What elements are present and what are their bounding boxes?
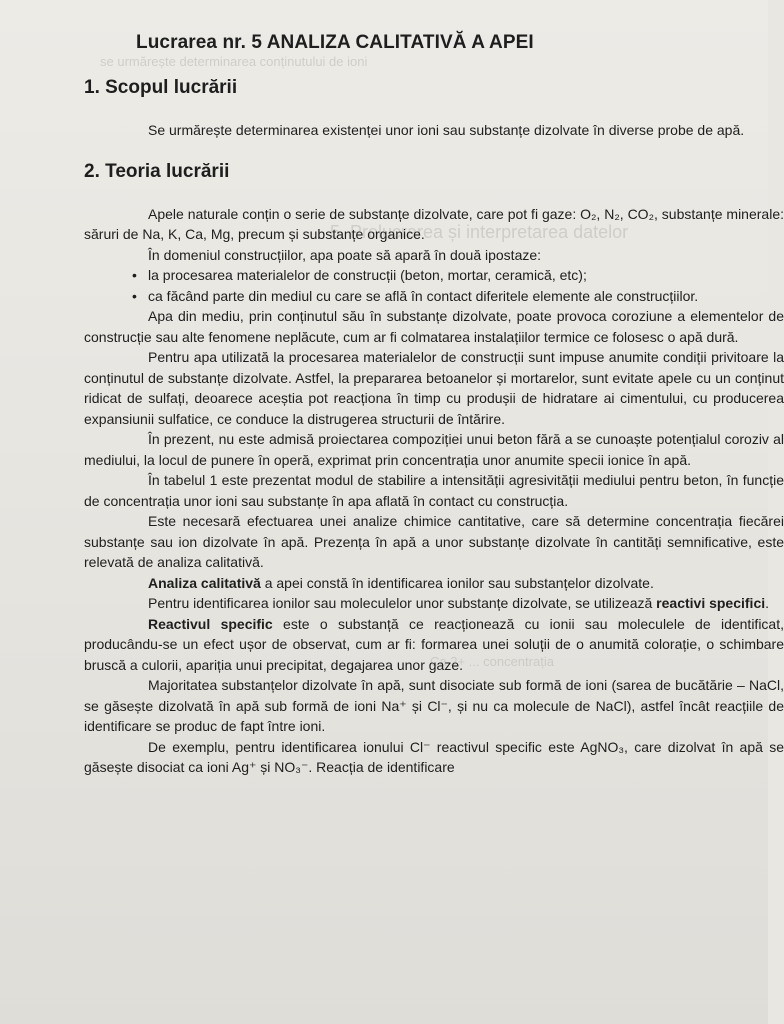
paragraph: Pentru apa utilizată la procesarea materialelor de construcții sunt impuse anumite condiții privitoare la conținutul de substanțe dizolvate. Astfel, la prepararea betoanelor și mortarelor, sunt evitate apele cu un conținut ridicat de sulfați, deoarece aceștia pot reacționa în timp cu produșii de hidratare ai cimentului, cu producerea expansiunii sulfatice, ce conduce la distrugerea structurii de întărire.: [84, 349, 784, 427]
bleed-through-line: 5. Prelucrarea și interpretarea datelor: [330, 222, 629, 242]
bleed-through-line: se urmărește determinarea conținutului de ioni: [100, 54, 368, 69]
paragraph-scopul: Se urmărește determinarea existenței unor ioni sau substanțe dizolvate în diverse probe de apă.: [148, 122, 745, 138]
paragraph-text: Pentru identificarea ionilor sau moleculelor unor substanțe dizolvate, se utilizează: [148, 595, 657, 611]
bullet-list: [84, 265, 784, 306]
paragraph: [84, 573, 784, 594]
bold-term: Analiza calitativă: [148, 574, 261, 591]
bleed-through-line: Ca 2+ ... concentrația: [430, 654, 554, 669]
page-title: Lucrarea nr. 5 ANALIZA CALITATIVĂ A APEI: [136, 32, 534, 53]
document-content: [84, 28, 784, 778]
bold-term: Reactivul specific: [148, 615, 273, 632]
paragraph: [84, 593, 784, 614]
list-item: • ca făcând parte din mediul cu care se află în contact diferitele elemente ale construcțiilor.: [148, 286, 784, 307]
paragraph-text: a apei constă în identificarea ionilor sau substanțelor dizolvate.: [260, 574, 654, 591]
list-item: • la procesarea materialelor de construcții (beton, mortar, ceramică, etc);: [148, 265, 784, 286]
bold-term: reactivi specifici: [656, 595, 766, 611]
paragraph-text: este o substanță ce reacționează cu ionii sau moleculele de identificat, producându-se un efect ușor de observat, cum ar fi: formarea unei soluții de o anumită colorație, o schimbare bruscă a culorii, apariția unui precipitat, degajarea unor gaze.: [84, 615, 784, 673]
paragraph: Apa din mediu, prin conținutul său în substanțe dizolvate, poate provoca coroziune a elementelor de construcție sau alte fenomene neplăcute, cum ar fi colmatarea instalațiilor termice ce folosesc o apă dură.: [84, 308, 784, 345]
paragraph: [84, 614, 784, 676]
paragraph: De exemplu, pentru identificarea ionului Cl⁻ reactivul specific este AgNO₃, care dizolvat în apă se găsește disociat ca ioni Ag⁺ și NO₃⁻. Reacția de identificare: [84, 738, 784, 775]
paragraph: Majoritatea substanțelor dizolvate în apă, sunt disociate sub formă de ioni (sarea de bucătărie – NaCl, se găsește dizolvată în apă sub formă de ioni Na⁺ și Cl⁻, și nu ca molecule de NaCl), astfel încât reacțiile de identificare se produc de fapt între ioni.: [84, 677, 784, 734]
paragraph: În tabelul 1 este prezentat modul de stabilire a intensității agresivității mediului pentru beton, în funcție de concentrația unor ioni sau substanțe în apa aflată în contact cu construcția.: [84, 472, 784, 509]
paragraph: În domeniul construcțiilor, apa poate să apară în două ipostaze:: [148, 246, 542, 263]
section-heading-teoria: 2. Teoria lucrării: [84, 160, 230, 182]
paragraph: Este necesară efectuarea unei analize chimice cantitative, care să determine concentrația fiecărei substanțe sau ion dizolvate în apă. Prezența în apă a unor substanțe dizolvate în cantități semnificative, este relevată de analiza calitativă.: [84, 513, 784, 570]
section-heading-scopul: 1. Scopul lucrării: [84, 77, 238, 98]
paragraph: Apele naturale conțin o serie de substanțe dizolvate, care pot fi gaze: O₂, N₂, CO₂, substanțe minerale: săruri de Na, K, Ca, Mg, precum și substanțe organice.: [84, 205, 784, 242]
paragraph-text: .: [765, 595, 770, 611]
paragraph: În prezent, nu este admisă proiectarea compoziției unui beton fără a se cunoaște potențialul coroziv al mediului, la locul de punere în operă, exprimat prin concentrația unor anumite specii ionice în apă.: [84, 431, 784, 468]
